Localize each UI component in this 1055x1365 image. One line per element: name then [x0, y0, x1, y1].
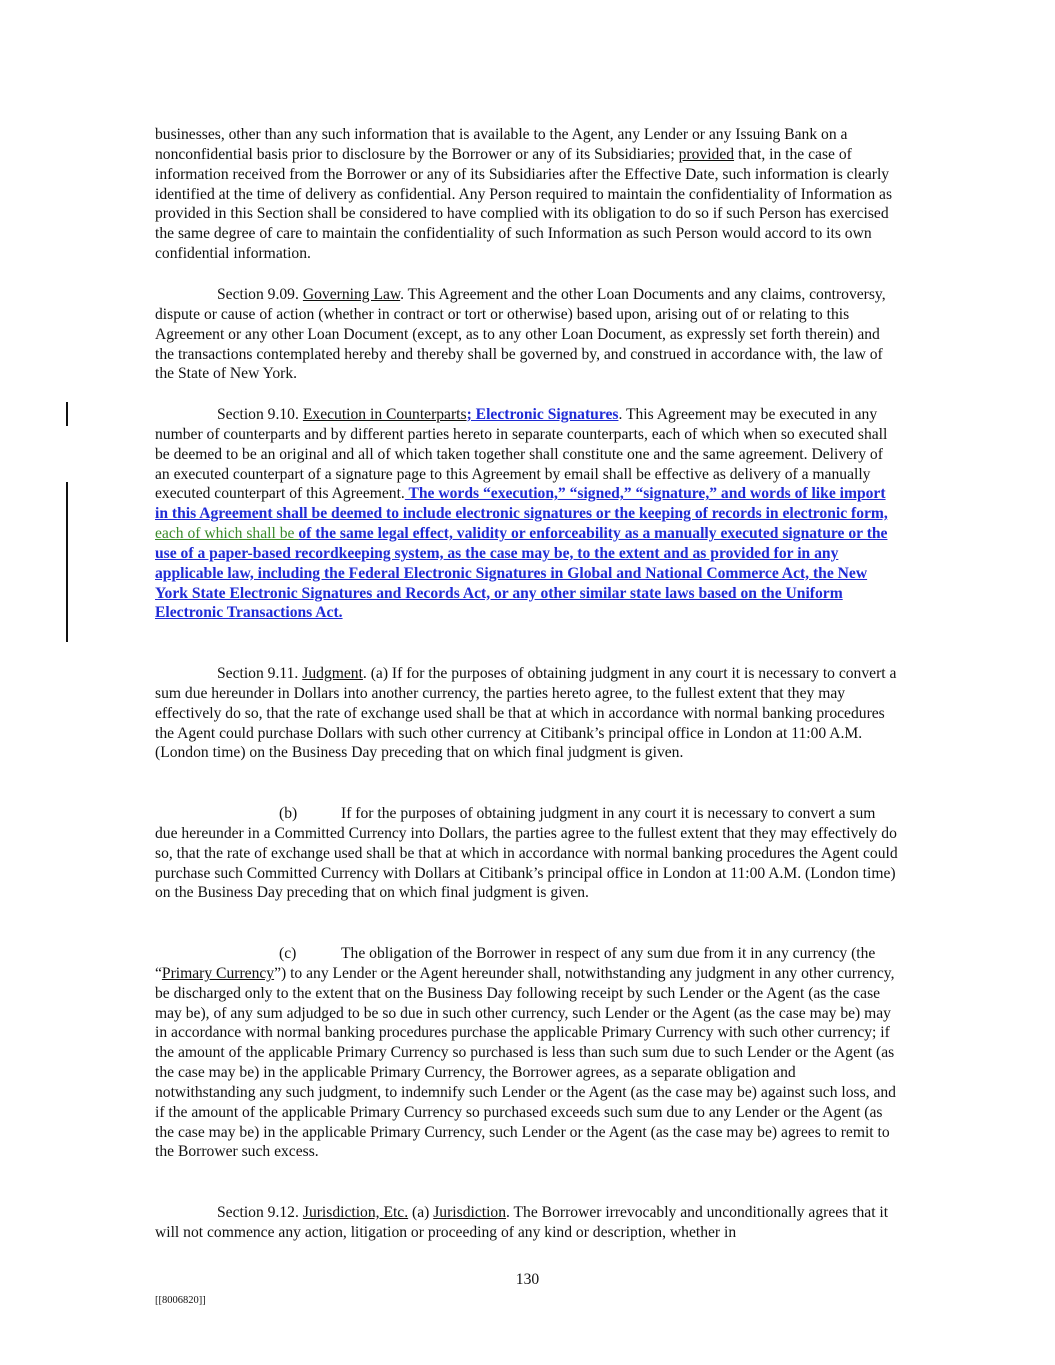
section-9-11: Section 9.11. Judgment. (a) If for the purposes of obtaining judgment in any court it is necessary to convert a sum due hereunder in Dollars into another currency, the parties hereto agree, to the fullest extent that they may effectively do so, that the rate of exchange used shall be that at which in accordance with normal banking procedures the Agent could purchase Dollars with such other currency at Citibank’s principal office in London at 11:00 A.M. (London time) on the Business Day preceding that on which final judgment is given. [155, 665, 897, 762]
section-9-09: Section 9.09. Governing Law. This Agreement and the other Loan Documents and any claims, controversy, dispute or cause of action (whether in contract or tort or otherwise) based upon, arising out of or relating to this Agreement or any other Loan Document (except, as to any other Loan Document, as expressly set forth therein) and the transactions contemplated hereby and thereby shall be governed by, and construed in accordance with, the law of the State of New York. [155, 286, 886, 383]
document-id: [[8006820]] [155, 1295, 206, 1306]
section-number: Section 9.09. [217, 286, 299, 303]
paragraph-confidentiality-continued: businesses, other than any such information that is available to the Agent, any Lender or any Issuing Bank on a nonconfidential basis prior to disclosure by the Borrower or any of its Subsidiaries; provided that, in the case of information received from the Borrower or any of its Subsidiaries after the Effective Date, such information is clearly identified at the time of delivery as confidential. Any Person required to maintain the confidentiality of Information as provided in this Section shall be considered to have complied with its obligation to do so if such Person has exercised the same degree of care to maintain the confidentiality of such Information as such Person would accord to its own confidential information. [155, 126, 893, 263]
section-9-11-c: (c) The obligation of the Borrower in respect of any sum due from it in any currency (the “Primary Currency”) to any Lender or the Agent hereunder shall, notwithstanding any judgment in any other currency, be discharged only to the extent that on the Business Day following receipt by such Lender or the Agent (as the case may be), of any sum adjudged to be so due in such other currency, such Lender or the Agent (as the case may be) may in accordance with normal banking procedures purchase the applicable Primary Currency with such other currency; if the amount of the applicable Primary Currency so purchased is less than such sum due to such Lender or the Agent (as the case may be) in the applicable Primary Currency, the Borrower agrees, as a separate obligation and notwithstanding any such judgment, to indemnify such Lender or the Agent (as the case may be) against such loss, and if the amount of the applicable Primary Currency so purchased exceeds such sum due to any Lender or the Agent (as the case may be) in the applicable Primary Currency, such Lender or the Agent (as the case may be) agrees to remit to the Borrower such excess. [155, 945, 896, 1161]
section-9-12: Section 9.12. Jurisdiction, Etc. (a) Jurisdiction. The Borrower irrevocably and unconditionally agrees that it will not commence any action, litigation or proceeding of any kind or description, whether in [155, 1204, 889, 1241]
section-9-11-b: (b) If for the purposes of obtaining judgment in any court it is necessary to convert a sum due hereunder in a Committed Currency into Dollars, the parties agree to the fullest extent that they may effectively do so, that the rate of exchange used shall be that at which in accordance with normal banking procedures the Agent could purchase such Committed Currency with Dollars at Citibank’s principal office in London at 11:00 A.M. (London time) on the Business Day preceding that on which final judgment is given. [155, 805, 898, 902]
page-number: 130 [515, 1271, 540, 1288]
section-number: Section 9.11. [217, 665, 299, 682]
change-bar [66, 402, 68, 426]
section-heading: Judgment [302, 665, 363, 682]
section-heading: Jurisdiction, Etc. [302, 1204, 409, 1221]
inserted-text: The words “execution,” “signed,” “signature,” and words of like import in this Agreement shall be deemed to include electronic signatures or the keeping of records in electronic form, [155, 485, 888, 523]
section-heading: Governing Law [302, 286, 401, 303]
section-9-10: Section 9.10. Execution in Counterparts; Electronic Signatures. This Agreement may be executed in any number of counterparts and by different parties hereto in separate counterparts, each of which when so executed shall be deemed to be an original and all of which taken together shall constitute one and the same agreement. Delivery of an executed counterpart of a signature page to this Agreement by email shall be effective as delivery of a manually executed counterpart of this Agreement. The words “execution,” “signed,” “signature,” and words of like import in this Agreement shall be deemed to include electronic signatures or the keeping of records in electronic form, each of which shall be of the same legal effect, validity or enforceability as a manually executed signature or the use of a paper-based recordkeeping system, as the case may be, to the extent and as provided for in any applicable law, including the Federal Electronic Signatures in Global and National Commerce Act, the New York State Electronic Signatures and Records Act, or any other similar state laws based on the Uniform Electronic Transactions Act. [155, 406, 888, 622]
defined-term-primary-currency: Primary Currency [161, 964, 275, 982]
defined-term-provided: provided [678, 145, 735, 163]
subsection-heading: Jurisdiction [433, 1204, 507, 1221]
clause-label: (b) [279, 805, 298, 822]
section-number: Section 9.10. [217, 406, 299, 423]
moved-text: each of which shall be [155, 525, 299, 543]
change-bar [66, 482, 68, 642]
clause-label: (c) [279, 945, 297, 962]
inserted-text: of the same legal effect, validity or enforceability as a manually executed signature or the use of a paper-based recordkeeping system, as the case may be, to the extent and as provided for in any applicable law, including the Federal Electronic Signatures in Global and National Commerce Act, the New York State Electronic Signatures and Records Act, or any other similar state laws based on the Uniform Electronic Transactions Act. [155, 525, 888, 622]
section-number: Section 9.12. [217, 1204, 299, 1221]
section-heading: Execution in Counterparts [302, 406, 467, 423]
inserted-heading-text: ; Electronic Signatures [466, 406, 619, 423]
